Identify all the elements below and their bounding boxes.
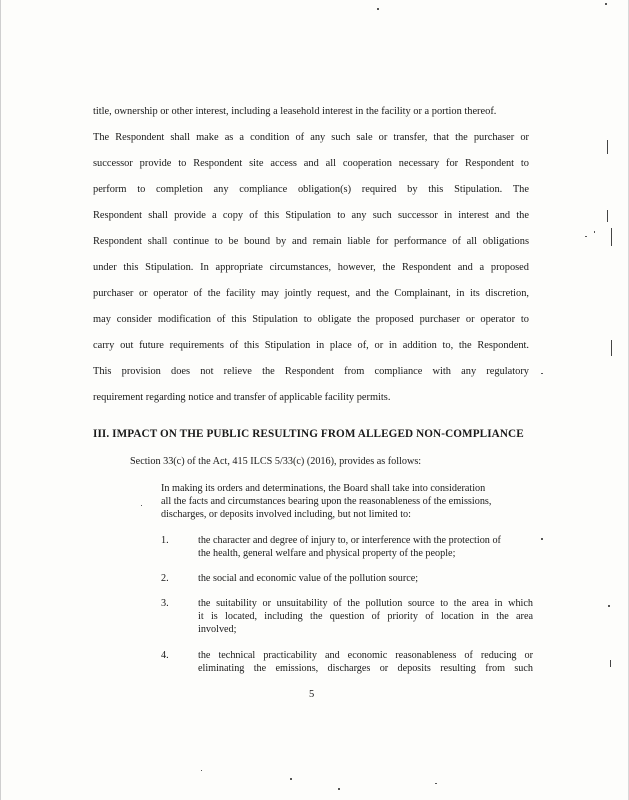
body-line: Respondent shall continue to be bound by and remain liable for performance of all obligations — [93, 236, 529, 247]
scan-speck — [290, 778, 292, 780]
quote-line: In making its orders and determinations, the Board shall take into consideration — [161, 483, 486, 494]
page-number: 5 — [309, 689, 315, 700]
item-text — [198, 650, 533, 676]
item-number: 2. — [161, 573, 169, 584]
item-line: it is located, including the question of priority of location in the area — [198, 610, 533, 622]
margin-mark — [607, 140, 608, 154]
scan-speck — [435, 783, 437, 784]
item-line: the character and degree of injury to, or interference with the protection of — [198, 535, 501, 546]
section-intro: Section 33(c) of the Act, 415 ILCS 5/33(c) (2016), provides as follows: — [130, 456, 422, 467]
scan-speck — [338, 788, 340, 790]
scan-speck — [594, 231, 595, 233]
body-line: successor provide to Respondent site access and all cooperation necessary for Respondent to — [93, 158, 529, 169]
body-line: Respondent shall provide a copy of this Stipulation to any such successor in interest and the — [93, 210, 529, 221]
scan-speck — [377, 8, 379, 10]
scan-speck — [585, 236, 587, 237]
statute-quote — [161, 483, 531, 521]
quote-line: all the facts and circumstances bearing upon the reasonableness of the emissions, — [161, 495, 492, 507]
item-number: 4. — [161, 650, 169, 661]
scan-speck — [201, 770, 202, 771]
item-number: 3. — [161, 598, 169, 609]
body-line: purchaser or operator of the facility may jointly request, and the Complainant, in its discretion, — [93, 288, 529, 299]
scan-speck — [541, 538, 543, 540]
body-line: title, ownership or other interest, including a leasehold interest in the facility or a portion thereof. — [93, 106, 497, 117]
item-text — [198, 573, 533, 586]
margin-mark — [611, 228, 612, 246]
item-line: the technical practicability and economic reasonableness of reducing or — [198, 650, 533, 661]
margin-mark — [610, 660, 611, 667]
body-line: perform to completion any compliance obligation(s) required by this Stipulation. The — [93, 184, 529, 195]
item-text — [198, 598, 533, 636]
item-line: the suitability or unsuitability of the pollution source to the area in which — [198, 598, 533, 609]
section-heading: III. IMPACT ON THE PUBLIC RESULTING FROM ALLEGED NON-COMPLIANCE — [93, 428, 524, 440]
scan-speck — [605, 3, 607, 5]
scan-speck — [141, 505, 142, 506]
item-line: the health, general welfare and physical property of the people; — [198, 547, 456, 559]
body-line: carry out future requirements of this Stipulation in place of, or in addition to, the Respondent. — [93, 340, 529, 351]
body-line: under this Stipulation. In appropriate circumstances, however, the Respondent and a proposed — [93, 262, 529, 273]
item-line: eliminating the emissions, discharges or deposits resulting from such — [198, 662, 533, 674]
body-line: This provision does not relieve the Respondent from compliance with any regulatory — [93, 366, 529, 377]
body-line: The Respondent shall make as a condition of any such sale or transfer, that the purchaser or — [93, 132, 529, 143]
scan-speck — [608, 605, 610, 607]
margin-mark — [611, 340, 612, 356]
item-number: 1. — [161, 535, 169, 546]
body-line: may consider modification of this Stipulation to obligate the proposed purchaser or operator to — [93, 314, 529, 325]
margin-mark — [607, 210, 608, 222]
scan-speck — [541, 373, 543, 374]
item-text — [198, 535, 533, 561]
quote-line: discharges, or deposits involved including, but not limited to: — [161, 508, 411, 520]
body-line: requirement regarding notice and transfer of applicable facility permits. — [93, 392, 391, 403]
item-line: involved; — [198, 623, 237, 635]
item-line: the social and economic value of the pollution source; — [198, 573, 419, 584]
